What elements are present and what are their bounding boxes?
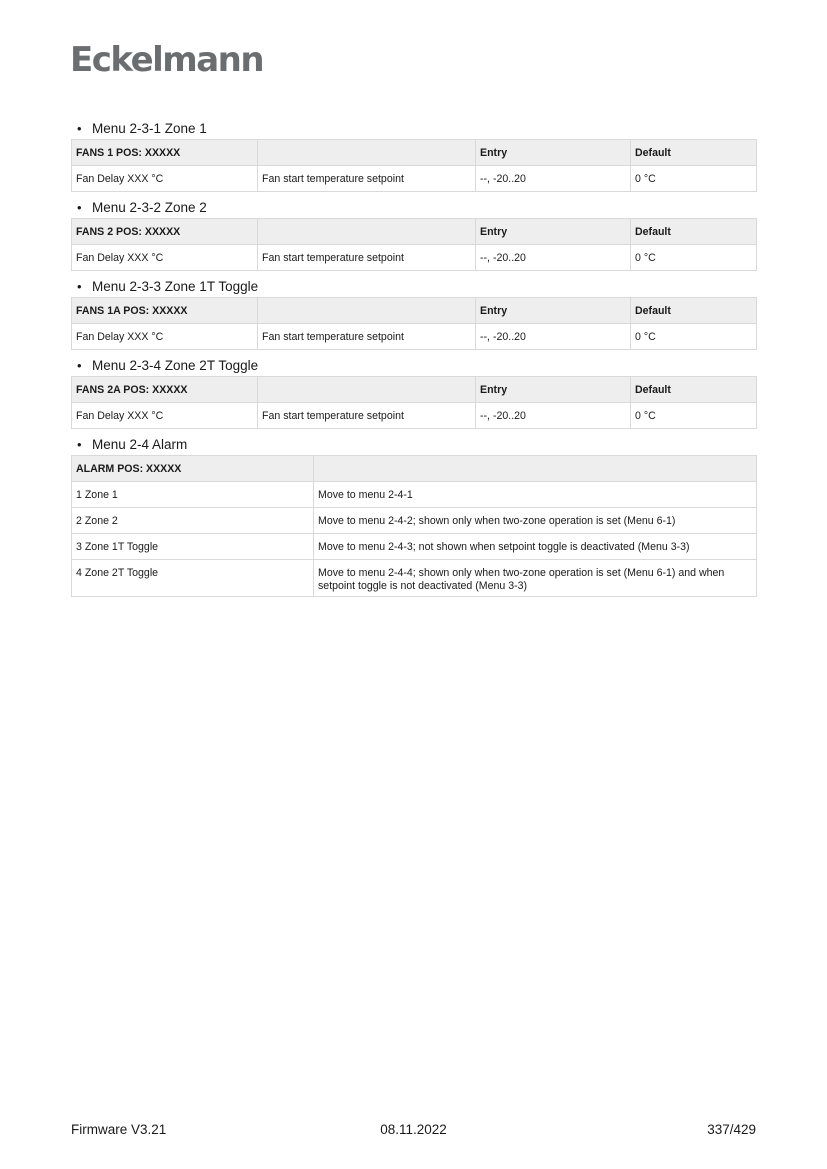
table-cell: 0 °C	[631, 166, 757, 192]
header-cell: Default	[631, 377, 757, 403]
menu-heading	[71, 197, 756, 218]
firmware-version: Firmware V3.21	[71, 1122, 167, 1137]
header-cell: Entry	[476, 377, 631, 403]
table-cell: Fan Delay XXX °C	[72, 166, 258, 192]
header-cell: Entry	[476, 298, 631, 324]
header-cell: FANS 2 POS: XXXXX	[72, 219, 258, 245]
menu-heading	[71, 118, 756, 139]
page-content	[71, 118, 756, 602]
bullet-icon: •	[77, 358, 82, 373]
table-row	[72, 560, 757, 597]
table-row	[72, 508, 757, 534]
bullet-icon: •	[77, 279, 82, 294]
table-cell: Fan start temperature setpoint	[258, 245, 476, 271]
table-cell: --, -20..20	[476, 166, 631, 192]
header-cell	[258, 298, 476, 324]
header-cell: Entry	[476, 140, 631, 166]
table-cell: 0 °C	[631, 245, 757, 271]
header-cell: Default	[631, 298, 757, 324]
menu-table	[71, 139, 757, 192]
menu-heading-text: Menu 2-3-2 Zone 2	[92, 200, 207, 215]
header-cell: Entry	[476, 219, 631, 245]
header-cell	[258, 377, 476, 403]
table-cell: Fan Delay XXX °C	[72, 245, 258, 271]
header-cell	[258, 140, 476, 166]
table-header-row	[72, 140, 757, 166]
table-cell: --, -20..20	[476, 324, 631, 350]
header-cell: FANS 1 POS: XXXXX	[72, 140, 258, 166]
table-cell: Fan Delay XXX °C	[72, 324, 258, 350]
header-cell	[314, 456, 757, 482]
header-cell: Default	[631, 140, 757, 166]
header-cell	[258, 219, 476, 245]
header-cell: FANS 2A POS: XXXXX	[72, 377, 258, 403]
table-cell: 0 °C	[631, 403, 757, 429]
table-row	[72, 482, 757, 508]
table-cell: 2 Zone 2	[72, 508, 314, 534]
page-number: 337/429	[707, 1122, 756, 1137]
table-cell: 3 Zone 1T Toggle	[72, 534, 314, 560]
table-cell: --, -20..20	[476, 403, 631, 429]
table-row	[72, 403, 757, 429]
menu-table	[71, 376, 757, 429]
table-cell: Fan start temperature setpoint	[258, 324, 476, 350]
menu-heading	[71, 434, 756, 455]
table-cell: Fan start temperature setpoint	[258, 166, 476, 192]
table-header-row	[72, 456, 757, 482]
header-cell: Default	[631, 219, 757, 245]
menu-heading-text: Menu 2-4 Alarm	[92, 437, 188, 452]
menu-table	[71, 218, 757, 271]
bullet-icon: •	[77, 200, 82, 215]
table-cell: Fan Delay XXX °C	[72, 403, 258, 429]
menu-heading-text: Menu 2-3-1 Zone 1	[92, 121, 207, 136]
table-row	[72, 245, 757, 271]
table-cell: Move to menu 2-4-2; shown only when two-zone operation is set (Menu 6-1)	[314, 508, 757, 534]
table-cell: 0 °C	[631, 324, 757, 350]
table-cell: Move to menu 2-4-1	[314, 482, 757, 508]
table-header-row	[72, 377, 757, 403]
table-cell: Fan start temperature setpoint	[258, 403, 476, 429]
table-cell: 4 Zone 2T Toggle	[72, 560, 314, 597]
table-header-row	[72, 298, 757, 324]
table-cell: 1 Zone 1	[72, 482, 314, 508]
table-row	[72, 166, 757, 192]
table-row	[72, 324, 757, 350]
menu-heading	[71, 276, 756, 297]
bullet-icon: •	[77, 437, 82, 452]
eckelmann-logo: Eckelmann	[70, 40, 264, 80]
bullet-icon: •	[77, 121, 82, 136]
menu-table	[71, 297, 757, 350]
table-cell: Move to menu 2-4-3; not shown when setpoint toggle is deactivated (Menu 3-3)	[314, 534, 757, 560]
table-cell: Move to menu 2-4-4; shown only when two-zone operation is set (Menu 6-1) and when setpoint toggle is not deactivated (Menu 3-3)	[314, 560, 757, 597]
menu-heading-text: Menu 2-3-4 Zone 2T Toggle	[92, 358, 259, 373]
alarm-table	[71, 455, 757, 597]
footer-date: 08.11.2022	[380, 1122, 447, 1137]
header-cell: FANS 1A POS: XXXXX	[72, 298, 258, 324]
menu-heading	[71, 355, 756, 376]
menu-heading-text: Menu 2-3-3 Zone 1T Toggle	[92, 279, 259, 294]
table-header-row	[72, 219, 757, 245]
table-cell: --, -20..20	[476, 245, 631, 271]
table-row	[72, 534, 757, 560]
header-cell: ALARM POS: XXXXX	[72, 456, 314, 482]
